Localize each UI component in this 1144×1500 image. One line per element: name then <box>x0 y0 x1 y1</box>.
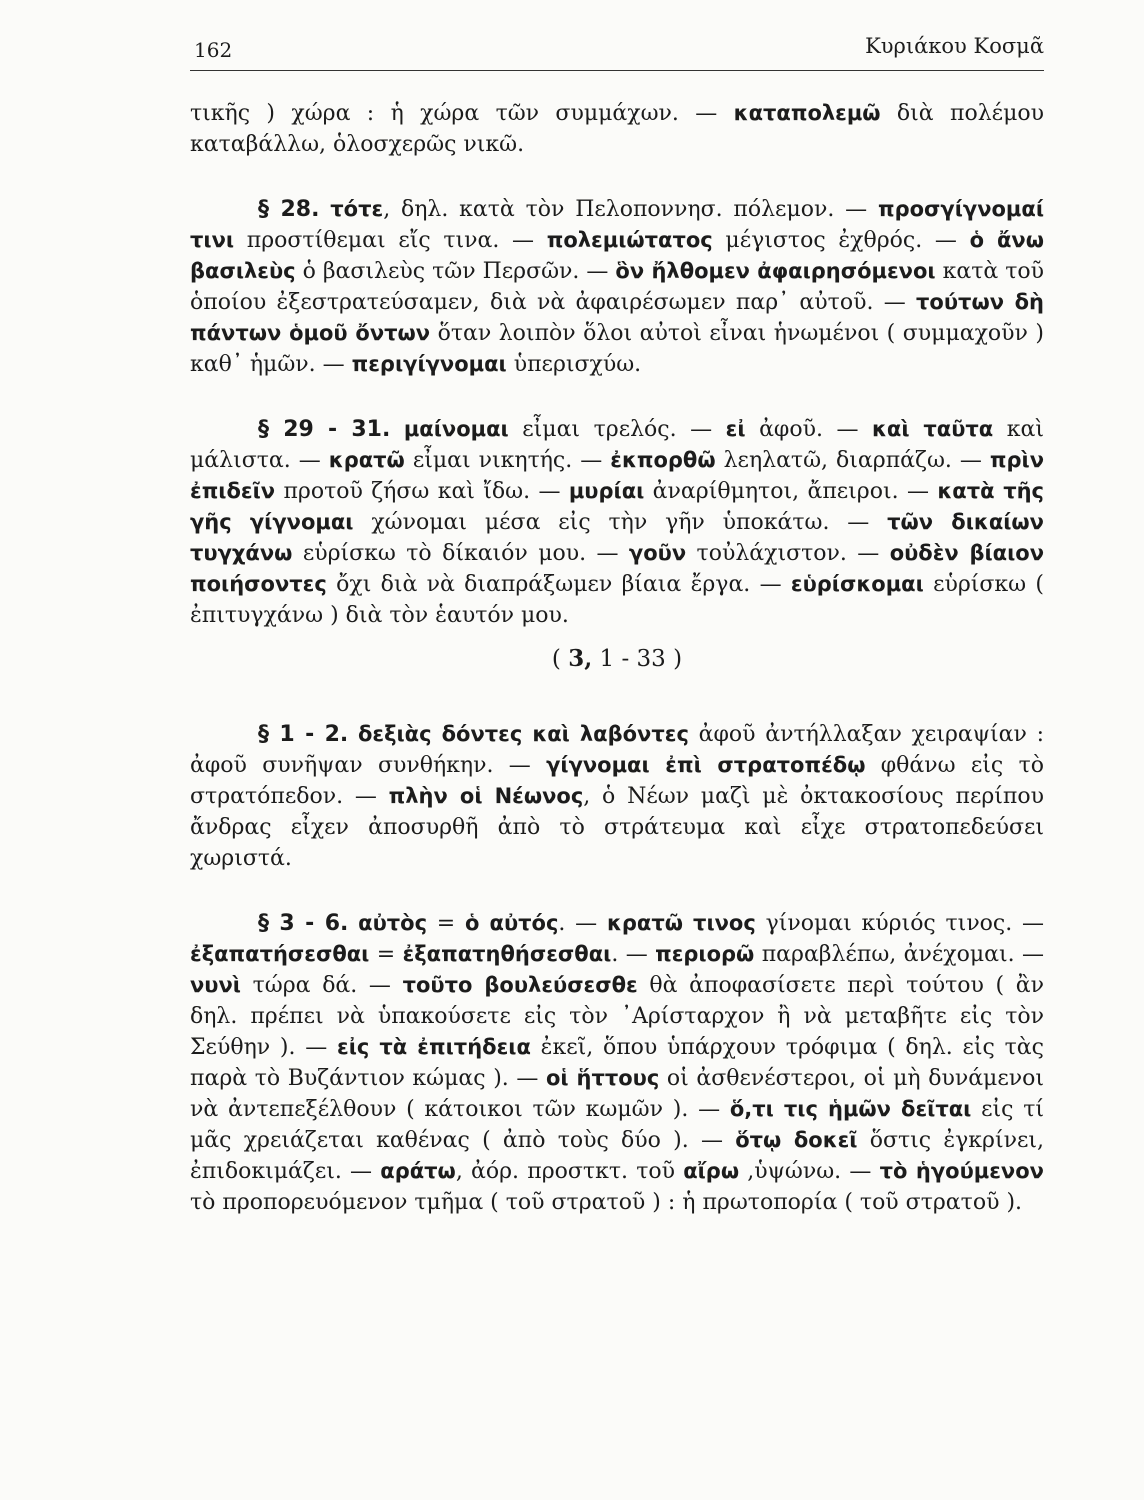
paragraph-section-1-2 <box>190 719 1044 874</box>
header-rule <box>190 70 1044 71</box>
gloss-text: γίνομαι κύριός τινος. — <box>755 911 1045 936</box>
lemma: περιγίγνομαι <box>351 352 507 376</box>
lemma: εἰς τὰ ἐπιτήδεια <box>337 1035 531 1059</box>
running-head: Κυριάκου Κοσμᾶ <box>865 34 1044 58</box>
gloss-text: λεηλατῶ, διαρπάζω. — <box>715 448 990 473</box>
lemma: ὃν ἤλθομεν ἀφαιρησόμενοι <box>615 259 936 283</box>
gloss-text: τοὐλάχιστον. — <box>686 541 890 566</box>
lemma: τοῦτο βουλεύσεσθε <box>402 973 638 997</box>
paragraph-continuation <box>190 98 1044 160</box>
lemma: δεξιὰς δόντες καὶ λαβόντες <box>357 722 689 746</box>
paragraph-section-28 <box>190 194 1044 380</box>
gloss-text: ἀναρίθμητοι, ἄπειροι. — <box>644 479 938 504</box>
gloss-text <box>348 911 358 936</box>
gloss-text: προστίθεμαι εἴς τινα. — <box>234 228 547 253</box>
gloss-text: = <box>427 911 466 936</box>
gloss-text: εὑρίσκω τὸ δίκαιόν μου. — <box>292 541 629 566</box>
gloss-text: καὶ μάλιστα. — <box>190 417 1044 473</box>
gloss-text: φθάνω εἰς τὸ στρατόπεδον. — <box>190 753 1044 809</box>
lemma: μυρίαι <box>568 479 645 503</box>
gloss-text: , δηλ. κατὰ τὸν Πελοποννησ. πόλεμον. — <box>383 197 878 222</box>
lemma: κρατῶ τινος <box>606 911 756 935</box>
gloss-text: , ἀόρ. προστκτ. τοῦ <box>455 1159 684 1184</box>
chapter-open: ( <box>551 646 569 672</box>
lemma: ἐκπορθῶ <box>610 448 716 472</box>
lemma: καταπολεμῶ <box>733 101 881 125</box>
gloss-text: εἶμαι νικητής. — <box>404 448 611 473</box>
gloss-text: εἰς τί μᾶς χρειάζεται καθένας ( ἀπὸ τοὺς δύο ). — <box>190 1097 1044 1153</box>
gloss-text: τώρα δά. — <box>240 973 403 998</box>
gloss-text: τὸ προπορευόμενον τμῆμα ( τοῦ στρατοῦ ) : ἡ πρωτοπορία ( τοῦ στρατοῦ ). <box>190 1190 1023 1215</box>
lemma: αράτω <box>380 1159 456 1183</box>
gloss-text: = <box>369 942 403 967</box>
gloss-text: μέγιστος ἐχθρός. — <box>712 228 970 253</box>
lemma: πρὶν ἐπιδεῖν <box>190 448 1045 503</box>
lemma: αἴρω <box>683 1159 740 1183</box>
lemma: εἰ <box>725 417 746 441</box>
paragraph-section-29-31 <box>190 414 1044 631</box>
lemma: ἐξαπατηθήσεσθαι <box>402 942 612 966</box>
gloss-text: χώνομαι μέσα εἰς τὴν γῆν ὑποκάτω. — <box>353 510 888 535</box>
lemma: ὁ αὐτός <box>465 911 559 935</box>
lemma: πλὴν οἱ Νέωνος <box>388 784 584 808</box>
section-number: § 3 - 6. <box>258 911 349 936</box>
gloss-text: ὄχι διὰ νὰ διαπράξωμεν βίαια ἔργα. — <box>326 572 791 597</box>
gloss-text: προτοῦ ζήσω καὶ ἴδω. — <box>275 479 569 504</box>
gloss-text: οἱ ἀσθενέστεροι, οἱ μὴ δυνάμενοι νὰ ἀντεπεξέλθουν ( κάτοικοι τῶν κωμῶν ). — <box>190 1066 1044 1122</box>
gloss-text: διὰ πολέμου καταβάλλω, ὁλοσχερῶς νικῶ. <box>190 101 1044 157</box>
lemma: οὐδὲν βίαιον ποιήσοντες <box>190 541 1045 596</box>
lemma: τῶν δικαίων τυγχάνω <box>190 510 1044 565</box>
lemma: τὸ ἡγούμενον <box>879 1159 1044 1183</box>
gloss-text: ἀφοῦ ἀντήλλαξαν χειραψίαν : ἀφοῦ συνῆψαν συνθήκην. — <box>190 722 1044 778</box>
lemma: περιορῶ <box>655 942 755 966</box>
lemma: εὑρίσκομαι <box>790 572 924 596</box>
lemma: ἐξαπατήσεσθαι <box>190 942 370 966</box>
lemma: πολεμιώτατος <box>546 228 713 252</box>
lemma: γίγνομαι ἐπὶ στρατοπέδῳ <box>546 753 866 777</box>
page-content <box>190 98 1044 1252</box>
lemma: κατὰ τῆς γῆς γίγνομαι <box>190 479 1045 534</box>
gloss-text: τικῆς ) χώρα : ἡ χώρα τῶν συμμάχων. — <box>190 101 734 126</box>
lemma: ὁ ἄνω βασιλεὺς <box>190 228 1044 283</box>
gloss-text: ἀφοῦ. — <box>745 417 872 442</box>
lemma: αὐτὸς <box>358 911 428 935</box>
lemma: τούτων δὴ πάντων ὁμοῦ ὄντων <box>190 290 1044 345</box>
lemma: καὶ ταῦτα <box>872 417 994 441</box>
gloss-text: . — <box>558 911 607 936</box>
lemma: ὅτῳ δοκεῖ <box>735 1128 858 1152</box>
gloss-text: ,ὑψώνω. — <box>739 1159 880 1184</box>
section-number: § 1 - 2. <box>258 722 349 747</box>
gloss-text <box>348 722 358 747</box>
gloss-text <box>390 417 404 442</box>
section-number: § 28. <box>258 197 320 222</box>
chapter-heading <box>190 643 1044 675</box>
gloss-text: ὑπερισχύω. <box>506 352 642 377</box>
gloss-text: ἐκεῖ, ὅπου ὑπάρχουν τρόφιμα ( δηλ. εἰς τὰς παρὰ τὸ Βυζάντιον κώμας ). — <box>190 1035 1044 1091</box>
gloss-text: θὰ ἀποφασίσετε περὶ τούτου ( ἂν δηλ. πρέπει νὰ ὑπακούσετε εἰς τὸν ᾿Αρίσταρχον ἢ νὰ μεταβῆτε εἰς τὸν Σεύθην ). — <box>190 973 1045 1060</box>
gloss-text: ὅστις ἐγκρίνει, ἐπιδοκιμάζει. — <box>190 1128 1044 1184</box>
gloss-text: ὁ βασιλεὺς τῶν Περσῶν. — <box>295 259 616 284</box>
lemma: νυνὶ <box>190 973 241 997</box>
lemma: κρατῶ <box>328 448 405 472</box>
lemma: οἱ ἥττους <box>545 1066 660 1090</box>
lemma: ὅ,τι τις ἡμῶν δεῖται <box>729 1097 972 1121</box>
gloss-text: κατὰ τοῦ ὁποίου ἐξεστρατεύσαμεν, διὰ νὰ ἀφαιρέσωμεν παρ᾽ αὐτοῦ. — <box>190 259 1045 315</box>
gloss-text: εὑρίσκω ( ἐπιτυγχάνω ) διὰ τὸν ἑαυτόν μου. <box>190 572 1044 628</box>
gloss-text: παραβλέπω, ἀνέχομαι. — <box>754 942 1045 967</box>
chapter-number: 3, <box>568 645 593 672</box>
paragraph-section-3-6 <box>190 908 1044 1218</box>
gloss-text: , ὁ Νέων μαζὶ μὲ ὀκτακοσίους περίπου ἄνδρας εἶχεν ἀποσυρθῆ ἀπὸ τὸ στράτευμα καὶ εἶχε στρατοπεδεύσει χωριστά. <box>190 784 1044 871</box>
section-number: § 29 - 31. <box>258 417 391 442</box>
chapter-range: 1 - 33 ) <box>592 646 683 672</box>
gloss-text <box>319 197 330 222</box>
lemma: τότε <box>330 197 384 221</box>
lemma: προσγίγνομαί τινι <box>190 197 1044 252</box>
gloss-text: . — <box>611 942 656 967</box>
page-number: 162 <box>194 38 233 62</box>
gloss-text: εἶμαι τρελός. — <box>508 417 726 442</box>
gloss-text: ὅταν λοιπὸν ὅλοι αὐτοὶ εἶναι ἡνωμένοι ( συμμαχοῦν ) καθ᾽ ἡμῶν. — <box>190 321 1044 377</box>
lemma: γοῦν <box>628 541 687 565</box>
page-header <box>190 28 1044 68</box>
lemma: μαίνομαι <box>403 417 509 441</box>
